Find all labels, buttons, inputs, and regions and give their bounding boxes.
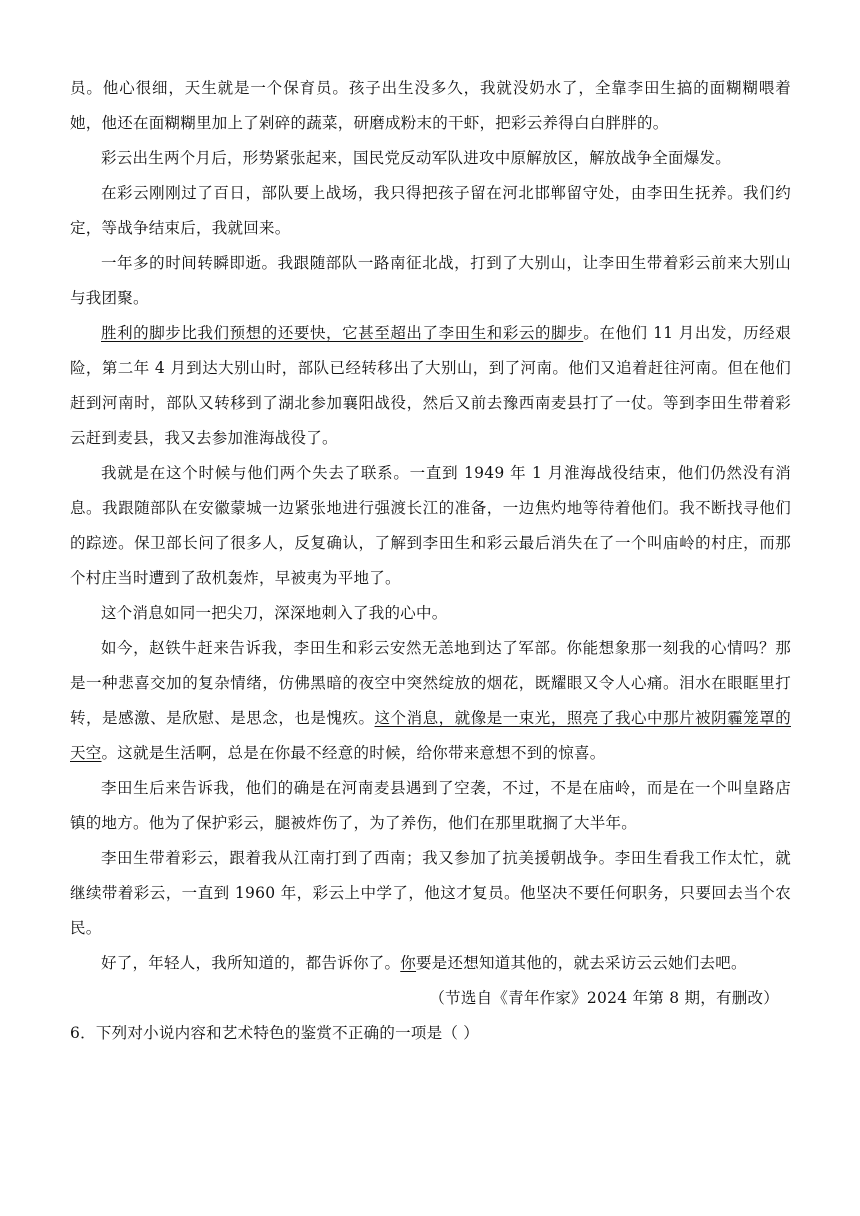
paragraph-text: 如今，赵铁牛赶来告诉我，李田生和彩云安然无恙地到达了军部。你能想象那一刻我的心情吗？那是一种悲喜交加的复杂情绪，仿佛黑暗的夜空中突然绽放的烟花，既耀眼又令人心痛。泪水在眼眶里打转，是感激、是欣慰、是思念，也是愧疚。	[70, 639, 791, 727]
paragraph-p2	[70, 141, 791, 176]
paragraph-p6	[70, 456, 791, 596]
paragraph-text: 我就是在这个时候与他们两个失去了联系。一直到 1949 年 1 月淮海战役结束，他们仍然没有消息。我跟随部队在安徽蒙城一边紧张地进行强渡长江的准备，一边焦灼地等待着他们。我不断找寻他们的踪迹。保卫部长问了很多人，反复确认，了解到李田生和彩云最后消失在了一个叫庙岭的村庄，而那个村庄当时遭到了敌机轰炸，早被夷为平地了。	[70, 464, 791, 587]
paragraph-p10	[70, 841, 791, 946]
paragraph-text: 一年多的时间转瞬即逝。我跟随部队一路南征北战，打到了大别山，让李田生带着彩云前来大别山与我团聚。	[70, 254, 791, 307]
paragraph-p8	[70, 631, 791, 771]
paragraph-text: 。在他们 11 月出发，历经艰险，第二年 4 月到达大别山时，部队已经转移出了大别山，到了河南。他们又追着赶往河南。但在他们赶到河南时，部队又转移到了湖北参加襄阳战役，然后又前去豫西南麦县打了一仗。等到李田生带着彩云赶到麦县，我又去参加淮海战役了。	[70, 324, 791, 447]
paragraph-text: 这个消息如同一把尖刀，深深地刺入了我的心中。	[101, 604, 448, 622]
underlined-text: 胜利的脚步比我们预想的还要快，它甚至超出了李田生和彩云的脚步	[101, 324, 584, 342]
paragraph-p3	[70, 176, 791, 246]
paragraph-text: 李田生带着彩云，跟着我从江南打到了西南；我又参加了抗美援朝战争。李田生看我工作太忙，就继续带着彩云，一直到 1960 年，彩云上中学了，他这才复员。他坚决不要任何职务，只要回去当个农民。	[70, 849, 791, 937]
paragraph-text: 在彩云刚刚过了百日，部队要上战场，我只得把孩子留在河北邯郸留守处，由李田生抚养。我们约定，等战争结束后，我就回来。	[70, 184, 791, 237]
paragraph-p9	[70, 771, 791, 841]
document-body	[70, 71, 791, 1051]
paragraph-text: 要是还想知道其他的，就去采访云云她们去吧。	[416, 954, 747, 972]
source-note: （节选自《青年作家》2024 年第 8 期，有删改）	[429, 989, 779, 1007]
story-text	[70, 71, 791, 981]
paragraph-text: 李田生后来告诉我，他们的确是在河南麦县遇到了空袭，不过，不是在庙岭，而是在一个叫皇路店镇的地方。他为了保护彩云，腿被炸伤了，为了养伤，他们在那里耽搁了大半年。	[70, 779, 791, 832]
underlined-text: 你	[400, 954, 417, 972]
paragraph-p1	[70, 71, 791, 141]
paragraph-p5	[70, 316, 791, 456]
paragraph-p7	[70, 596, 791, 631]
paragraph-p11	[70, 946, 791, 981]
paragraph-text: 好了，年轻人，我所知道的，都告诉你了。	[101, 954, 401, 972]
question-6: 6．下列对小说内容和艺术特色的鉴赏不正确的一项是（ ）	[70, 1024, 480, 1042]
paragraph-text: 彩云出生两个月后，形势紧张起来，国民党反动军队进攻中原解放区，解放战争全面爆发。	[101, 149, 732, 167]
paragraph-text: 。这就是生活啊，总是在你最不经意的时候，给你带来意想不到的惊喜。	[101, 744, 606, 762]
underlined-text: 这个消息，就像是一束光，照亮了我心中那片被阴霾笼罩的天空	[70, 709, 791, 762]
paragraph-p4	[70, 246, 791, 316]
paragraph-text: 员。他心很细，天生就是一个保育员。孩子出生没多久，我就没奶水了，全靠李田生搞的面糊糊喂着她，他还在面糊糊里加上了剁碎的蔬菜，研磨成粉末的干虾，把彩云养得白白胖胖的。	[70, 79, 791, 132]
